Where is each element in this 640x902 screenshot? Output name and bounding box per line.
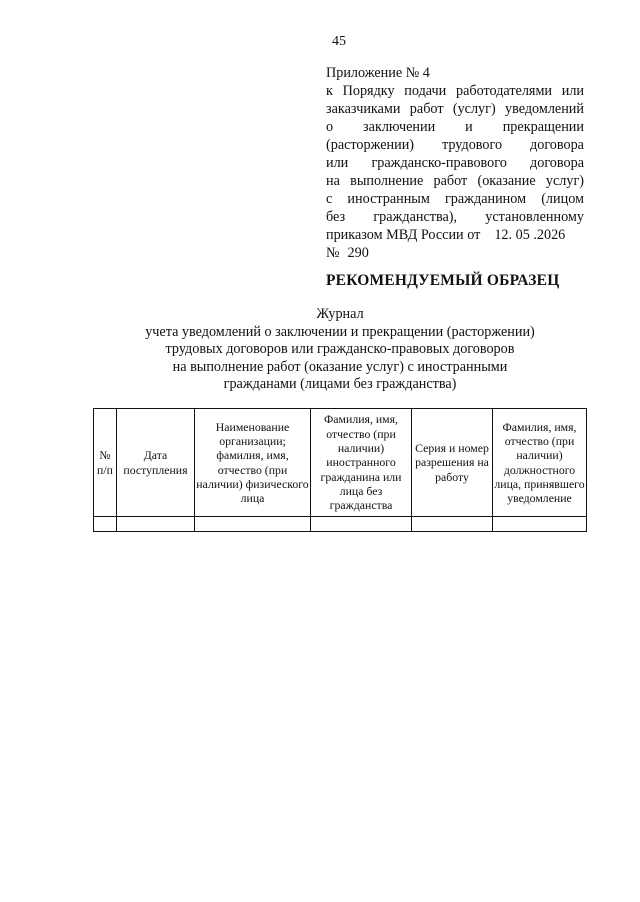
order-date: 12. 05 .2026 [494,227,566,243]
journal-subtitle-line: трудовых договоров или гражданско-правовых договоров [165,341,515,357]
header-date-received: Дата поступления [117,409,195,517]
table-cell[interactable] [493,517,587,532]
appendix-line: к Порядку подачи работодателями или [326,83,584,99]
journal-title: Журнал [316,306,364,322]
appendix-line: (расторжении) трудового договора [326,137,584,153]
table-cell[interactable] [94,517,117,532]
table-header-row [94,409,587,517]
journal-table [93,408,587,532]
appendix-line: заказчиками работ (услуг) уведомлений [326,101,584,117]
order-number-sign: № [326,245,340,261]
order-number: 290 [347,245,369,261]
header-official-name: Фамилия, имя, отчество (при наличии) должностного лица, принявшего уведомление [493,409,587,517]
header-foreigner-name: Фамилия, имя, отчество (при наличии) иностранного гражданина или лица без гражданства [311,409,412,517]
appendix-number-line [326,244,584,262]
appendix-line: на выполнение работ (оказание услуг) [326,173,584,189]
header-employer-name: Наименование организации; фамилия, имя, отчество (при наличии) физического лица [195,409,311,517]
journal-title-block [100,306,580,394]
journal-subtitle-line: гражданами (лицами без гражданства) [223,376,457,392]
appendix-block [326,64,584,262]
table-row [94,517,587,532]
appendix-line: без гражданства), установленному [326,209,584,225]
appendix-line: Приложение № 4 [326,65,430,81]
appendix-line: с иностранным гражданином (лицом [326,191,584,207]
header-work-permit: Серия и номер разрешения на работу [412,409,493,517]
appendix-line: или гражданско-правового договора [326,155,584,171]
journal-subtitle-line: на выполнение работ (оказание услуг) с иностранными [172,358,508,375]
recommended-sample-heading: РЕКОМЕНДУЕМЫЙ ОБРАЗЕЦ [326,272,560,289]
table-cell[interactable] [117,517,195,532]
appendix-order-text: приказом МВД России от [326,227,481,243]
table-cell[interactable] [311,517,412,532]
header-number: № п/п [94,409,117,517]
table-cell[interactable] [412,517,493,532]
journal-subtitle-line: учета уведомлений о заключении и прекращении (расторжении) [145,323,535,340]
appendix-line: о заключении и прекращении [326,119,584,135]
page-number: 45 [332,34,346,49]
table-cell[interactable] [195,517,311,532]
appendix-order-line [326,226,584,244]
